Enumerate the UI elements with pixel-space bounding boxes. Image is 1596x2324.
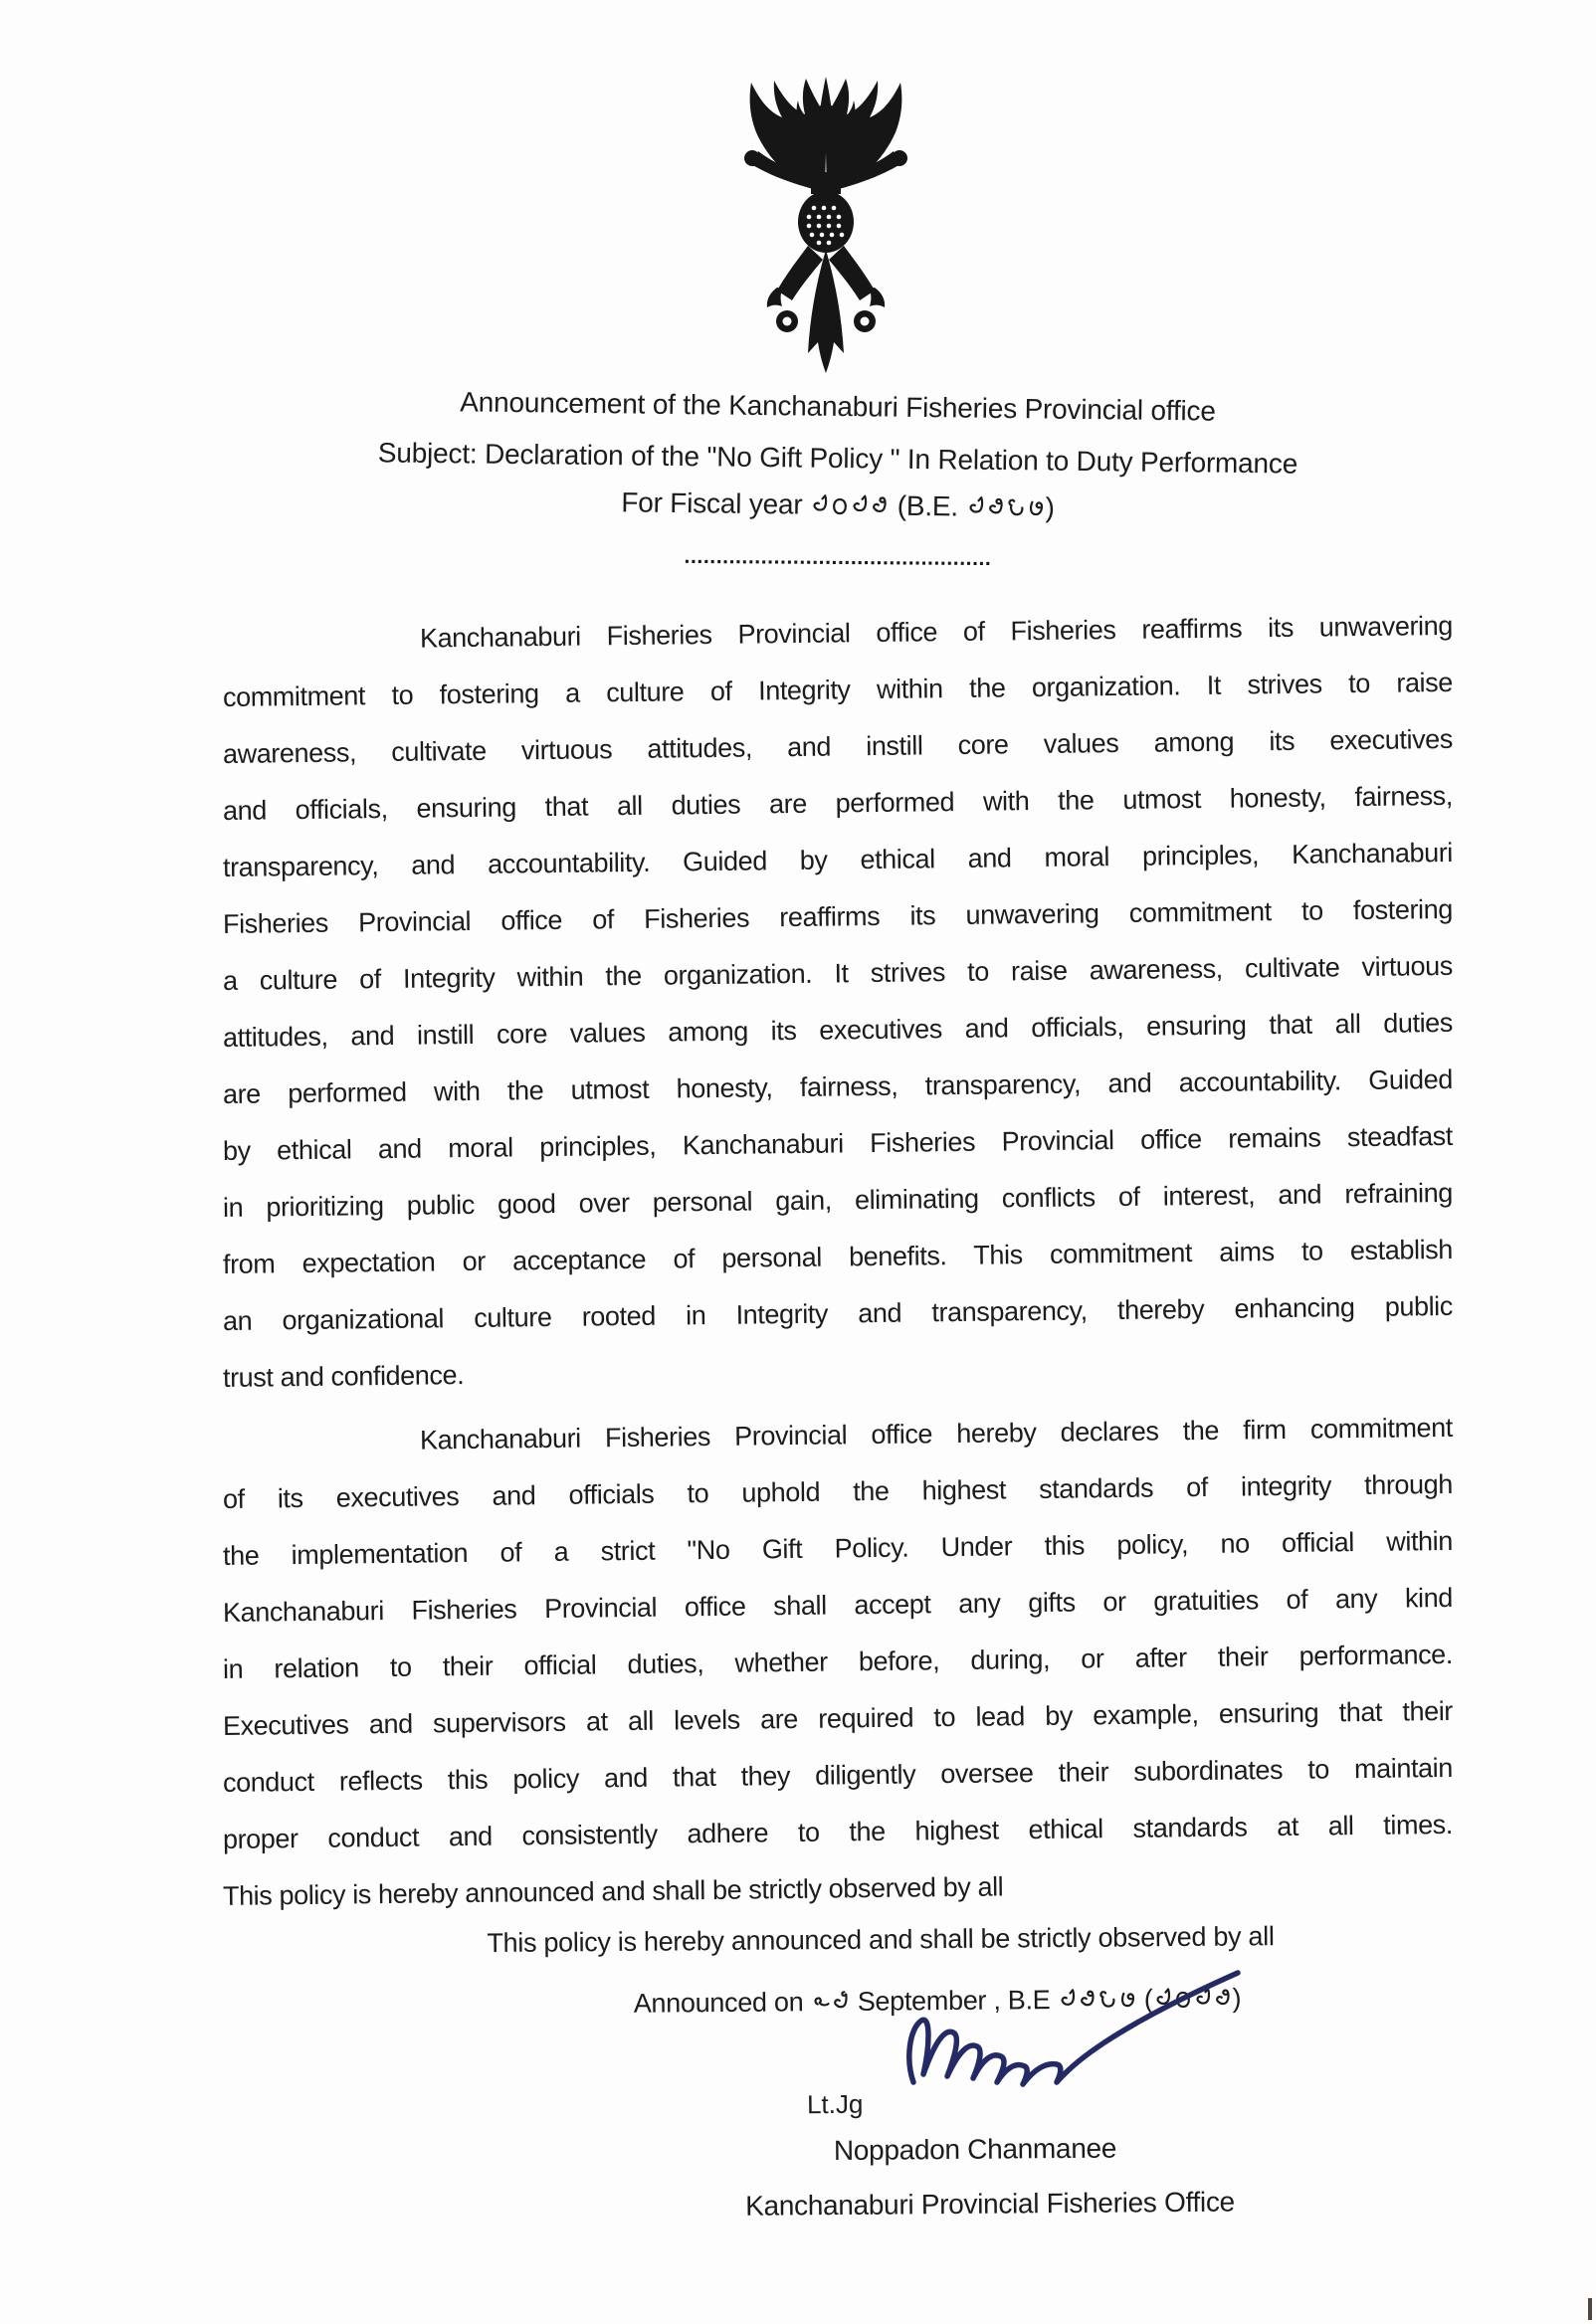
signer-office <box>223 2185 1453 2227</box>
paragraph-1 <box>222 610 1454 1407</box>
thai-numeral-glyph <box>810 491 830 517</box>
scan-artifact <box>1588 2298 1592 2320</box>
thai-numeral-glyph <box>1025 493 1045 519</box>
text-line: Kanchanaburi Fisheries Provincial office of Fisheries reaffirms its unwavering <box>419 610 1454 654</box>
text-line: by ethical and moral principles, Kanchanaburi Fisheries Provincial office remains steadfast <box>222 1120 1454 1166</box>
thai-numeral-glyph <box>965 493 985 519</box>
thai-numeral-glyph <box>985 493 1005 519</box>
text-line: trust and confidence. <box>222 1360 465 1393</box>
fiscal-year-line: For Fiscal year (B.E. ) <box>621 486 1055 523</box>
text-line: in relation to their official duties, whether before, during, or after their performance. <box>222 1639 1454 1684</box>
text-line: proper conduct and consistently adhere to the highest ethical standards at all times. <box>222 1809 1454 1854</box>
thai-numeral-glyph <box>850 491 870 517</box>
signer-office-text: Kanchanaburi Provincial Fisheries Office <box>744 2186 1235 2222</box>
document-body <box>222 610 1454 1925</box>
announcement-date-line <box>223 1982 1453 2024</box>
text-line: transparency, and accountability. Guided by ethical and moral principles, Kanchanaburi <box>222 837 1454 882</box>
closing-statement-text: This policy is hereby announced and shall be strictly observed by all <box>487 1921 1275 1959</box>
thai-numeral-glyph <box>1005 493 1025 519</box>
thai-numeral-glyph <box>830 1988 850 2014</box>
announcement-title: Announcement of the Kanchanaburi Fisheries Provincial office <box>460 386 1216 427</box>
text-line: and officials, ensuring that all duties are performed with the utmost honesty, fairness, <box>222 780 1454 826</box>
garuda-emblem-icon <box>723 70 928 380</box>
text-line: the implementation of a strict "No Gift Policy. Under this policy, no official within <box>222 1525 1454 1571</box>
text-line: from expectation or acceptance of personal benefits. This commitment aims to establish <box>222 1234 1454 1279</box>
thai-numeral-glyph <box>830 491 850 517</box>
text-line: Kanchanaburi Fisheries Provincial office hereby declares the firm commitment <box>419 1412 1454 1455</box>
text-line: are performed with the utmost honesty, fairness, transparency, and accountability. Guided <box>222 1064 1454 1109</box>
text-line: Executives and supervisors at all levels are required to lead by example, ensuring that their <box>222 1695 1454 1741</box>
dotted-separator: ................................................ <box>684 544 992 571</box>
text-line: of its executives and officials to uphold the highest standards of integrity through <box>222 1468 1454 1514</box>
thai-numeral-glyph <box>810 1988 830 2014</box>
signer-name <box>223 2130 1453 2173</box>
closing-statement <box>223 1920 1453 1962</box>
signer-name-text: Noppadon Chanmanee <box>833 2132 1117 2167</box>
text-line: This policy is hereby announced and shall be strictly observed by all <box>222 1871 1004 1911</box>
thai-numeral-glyph <box>870 491 890 517</box>
text-line: Kanchanaburi Fisheries Provincial office shall accept any gifts or gratuities of any kind <box>222 1582 1454 1628</box>
paragraph-2 <box>222 1412 1454 1925</box>
signer-rank: Lt.Jg <box>806 2088 864 2120</box>
text-line: attitudes, and instill core values among its executives and officials, ensuring that all duties <box>222 1007 1454 1053</box>
text-line: commitment to fostering a culture of Integrity within the organization. It strives to raise <box>222 667 1454 712</box>
text-line: Fisheries Provincial office of Fisheries reaffirms its unwavering commitment to fostering <box>222 893 1454 939</box>
subject-line: Subject: Declaration of the "No Gift Policy " In Relation to Duty Performance <box>377 437 1298 480</box>
text-line: in prioritizing public good over personal gain, eliminating conflicts of interest, and refraining <box>222 1177 1454 1223</box>
text-line: conduct reflects this policy and that they diligently oversee their subordinates to maintain <box>222 1752 1454 1798</box>
text-line: a culture of Integrity within the organization. It strives to raise awareness, cultivate virtuous <box>222 950 1454 996</box>
announcement-date-text: Announced on September , B.E ( ) <box>633 1983 1242 2019</box>
text-line: awareness, cultivate virtuous attitudes, and instill core values among its executives <box>222 723 1454 769</box>
text-line: an organizational culture rooted in Integrity and transparency, thereby enhancing public <box>222 1290 1454 1336</box>
signature-scrawl <box>886 1965 1246 2129</box>
